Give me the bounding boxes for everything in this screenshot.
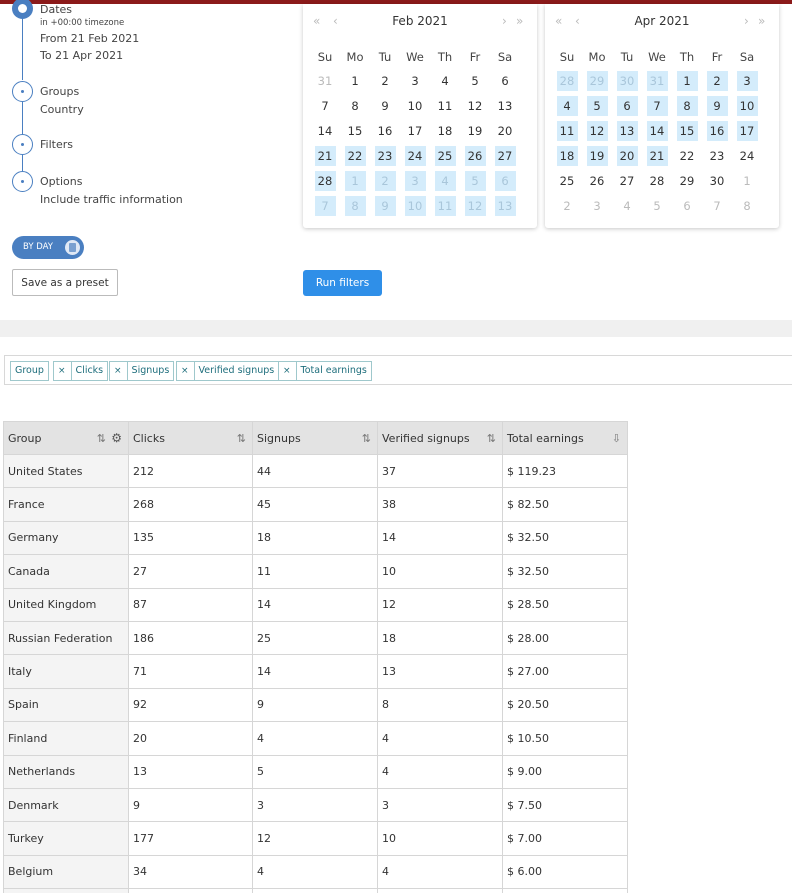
step-connector [22, 102, 23, 134]
table-row[interactable] [4, 755, 628, 788]
row-value-cell: 27 [129, 555, 253, 588]
calendar-day[interactable]: 16 [377, 124, 393, 138]
chip-verified-signups[interactable] [176, 361, 279, 381]
row-value-cell: 5 [253, 755, 378, 788]
calendar-day[interactable]: 2 [381, 74, 389, 88]
step-connector [22, 155, 23, 171]
calendar-end [545, 4, 779, 228]
calendar-day[interactable]: 21 [315, 146, 336, 166]
table-row[interactable] [4, 521, 628, 554]
weekday-label: Tu [378, 50, 392, 64]
row-group-cell: Russian Federation [4, 621, 129, 654]
chip-label: Signups [131, 365, 170, 376]
calendar-day[interactable]: 6 [683, 199, 691, 213]
remove-icon[interactable]: × [114, 366, 122, 376]
calendar-day[interactable]: 12 [587, 121, 608, 141]
table-row[interactable] [4, 889, 628, 893]
remove-icon[interactable]: × [181, 366, 189, 376]
header-total-earnings[interactable] [503, 422, 628, 455]
table-row[interactable] [4, 488, 628, 521]
prev-year-icon[interactable]: « [313, 14, 321, 28]
calendar-day[interactable]: 19 [467, 124, 483, 138]
sort-icon[interactable]: ⇅ [361, 432, 371, 445]
calendar-day[interactable]: 7 [713, 199, 721, 213]
weekday-label: Tu [620, 50, 634, 64]
row-value-cell: $ 7.50 [503, 788, 628, 821]
row-value-cell: 4 [253, 855, 378, 888]
calendar-day[interactable]: 4 [557, 96, 578, 116]
row-value-cell: $ 6.00 [503, 855, 628, 888]
weekday-label: Su [317, 50, 333, 64]
calendar-title: Feb 2021 [392, 14, 448, 28]
calendar-day[interactable]: 17 [407, 124, 423, 138]
row-value-cell: 13 [378, 655, 503, 688]
table-row[interactable] [4, 722, 628, 755]
row-value-cell: 87 [129, 588, 253, 621]
row-value-cell: $ 32.50 [503, 521, 628, 554]
calendar-day[interactable]: 3 [405, 171, 426, 191]
row-value-cell: $ 7.00 [503, 822, 628, 855]
option-value: Include traffic information [40, 193, 183, 206]
remove-icon[interactable]: × [58, 366, 66, 376]
calendar-day[interactable]: 23 [709, 149, 725, 163]
table-row[interactable] [4, 788, 628, 821]
calendar-day[interactable]: 12 [467, 99, 483, 113]
table-header-row [4, 422, 628, 455]
calendar-day[interactable]: 5 [471, 74, 479, 88]
step-options-title[interactable]: Options [40, 175, 83, 188]
calendar-day[interactable]: 3 [593, 199, 601, 213]
table-row[interactable] [4, 688, 628, 721]
step-filters-title[interactable]: Filters [40, 138, 73, 151]
row-value-cell: 71 [129, 655, 253, 688]
calendar-day[interactable]: 14 [317, 124, 333, 138]
calendar-day[interactable]: 28 [649, 174, 665, 188]
row-group-cell: Finland [4, 722, 129, 755]
row-value-cell: 14 [378, 521, 503, 554]
row-value-cell: 20 [129, 722, 253, 755]
calendar-day[interactable]: 5 [653, 199, 661, 213]
calendar-day[interactable]: 15 [347, 124, 363, 138]
row-group-cell: Canada [4, 555, 129, 588]
calendar-day[interactable]: 17 [737, 121, 758, 141]
toggle-knob-icon [65, 240, 80, 255]
timezone-note: in +00:00 timezone [40, 18, 125, 28]
calendar-day[interactable]: 21 [647, 146, 668, 166]
row-value-cell: 9 [129, 788, 253, 821]
weekday-label: Sa [497, 50, 513, 64]
sort-icon[interactable]: ⇅ [96, 432, 106, 445]
row-value-cell: 44 [253, 455, 378, 488]
row-group-cell: Spain [4, 688, 129, 721]
calendar-day[interactable]: 7 [647, 96, 668, 116]
sort-icon[interactable]: ⇅ [236, 432, 246, 445]
row-value-cell: $ 10.50 [503, 722, 628, 755]
row-value-cell [503, 889, 628, 893]
row-group-cell: Turkey [4, 822, 129, 855]
calendar-day[interactable]: 18 [557, 146, 578, 166]
header-label: Clicks [133, 431, 165, 445]
calendar-day[interactable]: 28 [315, 171, 336, 191]
row-value-cell: 186 [129, 621, 253, 654]
weekday-label: Th [437, 50, 453, 64]
calendar-day[interactable]: 27 [495, 146, 516, 166]
row-value-cell: $ 28.00 [503, 621, 628, 654]
calendar-day[interactable]: 8 [743, 199, 751, 213]
step-connector [22, 18, 23, 80]
row-group-cell: Belgium [4, 855, 129, 888]
weekday-label: Mo [588, 50, 606, 64]
row-value-cell: $ 20.50 [503, 688, 628, 721]
sort-icon[interactable]: ⇅ [486, 432, 496, 445]
step-options-indicator[interactable] [12, 171, 33, 192]
table-row[interactable] [4, 455, 628, 488]
row-group-cell: Netherlands [4, 755, 129, 788]
calendar-day[interactable]: 4 [435, 171, 456, 191]
prev-month-icon[interactable]: ‹ [575, 14, 580, 28]
calendar-day[interactable]: 5 [587, 96, 608, 116]
calendar-day[interactable]: 16 [707, 121, 728, 141]
calendar-day[interactable]: 24 [739, 149, 755, 163]
calendar-day[interactable]: 11 [435, 196, 456, 216]
calendar-day[interactable]: 26 [589, 174, 605, 188]
row-value-cell: 14 [253, 588, 378, 621]
table-row[interactable] [4, 621, 628, 654]
calendar-day[interactable]: 28 [557, 71, 578, 91]
calendar-day[interactable]: 1 [743, 174, 751, 188]
gear-icon[interactable]: ⚙ [111, 431, 122, 445]
row-value-cell: 4 [253, 722, 378, 755]
header-signups[interactable] [253, 422, 378, 455]
row-value-cell: 25 [253, 621, 378, 654]
row-group-cell [4, 889, 129, 893]
calendar-day[interactable]: 29 [679, 174, 695, 188]
row-group-cell: France [4, 488, 129, 521]
calendar-day[interactable]: 10 [407, 99, 423, 113]
calendar-day[interactable]: 7 [315, 196, 336, 216]
table-row[interactable] [4, 655, 628, 688]
calendar-day[interactable]: 4 [441, 74, 449, 88]
row-value-cell: 12 [253, 822, 378, 855]
chip-label: Clicks [75, 365, 104, 376]
row-value-cell: 10 [378, 822, 503, 855]
chip-signups[interactable] [109, 361, 174, 381]
calendar-day[interactable]: 5 [465, 171, 486, 191]
header-label: Signups [257, 431, 301, 445]
chip-label: Group [15, 365, 44, 376]
date-from: From 21 Feb 2021 [40, 32, 140, 45]
calendar-day[interactable]: 29 [587, 71, 608, 91]
row-value-cell: $ 27.00 [503, 655, 628, 688]
header-group[interactable] [4, 422, 129, 455]
calendar-day[interactable]: 25 [435, 146, 456, 166]
row-value-cell: 13 [129, 755, 253, 788]
calendar-day[interactable]: 13 [497, 99, 513, 113]
weekday-label: Fr [711, 50, 723, 64]
calendar-day[interactable]: 20 [497, 124, 513, 138]
results-table [3, 421, 628, 893]
row-value-cell: 4 [378, 722, 503, 755]
prev-year-icon[interactable]: « [555, 14, 563, 28]
row-value-cell: 3 [253, 788, 378, 821]
row-value-cell: 92 [129, 688, 253, 721]
calendar-day[interactable]: 10 [737, 96, 758, 116]
next-month-icon[interactable]: › [502, 14, 507, 28]
row-value-cell: 37 [378, 455, 503, 488]
calendar-day[interactable]: 31 [647, 71, 668, 91]
row-value-cell: $ 82.50 [503, 488, 628, 521]
calendar-day[interactable]: 18 [437, 124, 453, 138]
calendar-day[interactable]: 8 [677, 96, 698, 116]
sort-desc-icon[interactable]: ⇩ [611, 432, 621, 445]
row-value-cell [129, 889, 253, 893]
table-row[interactable] [4, 822, 628, 855]
chip-group[interactable] [10, 361, 49, 381]
header-label: Group [8, 431, 42, 445]
step-dates-title[interactable]: Dates [40, 3, 73, 16]
calendar-day[interactable]: 14 [647, 121, 668, 141]
calendar-day[interactable]: 23 [375, 146, 396, 166]
calendar-day[interactable]: 6 [501, 74, 509, 88]
calendar-day[interactable]: 30 [709, 174, 725, 188]
row-value-cell: 4 [378, 855, 503, 888]
calendar-day[interactable]: 15 [677, 121, 698, 141]
chip-clicks[interactable] [53, 361, 108, 381]
calendar-day[interactable]: 9 [375, 196, 396, 216]
calendar-title: Apr 2021 [634, 14, 690, 28]
calendar-day[interactable]: 2 [375, 171, 396, 191]
next-month-icon[interactable]: › [744, 14, 749, 28]
row-value-cell: 135 [129, 521, 253, 554]
step-groups-indicator[interactable] [12, 81, 33, 102]
step-filters-indicator[interactable] [12, 134, 33, 155]
remove-icon[interactable]: × [283, 366, 291, 376]
calendar-day[interactable]: 26 [465, 146, 486, 166]
by-day-toggle[interactable] [12, 236, 84, 259]
row-value-cell: 38 [378, 488, 503, 521]
row-value-cell [378, 889, 503, 893]
next-year-icon[interactable]: » [758, 14, 766, 28]
row-value-cell: 34 [129, 855, 253, 888]
row-group-cell: Germany [4, 521, 129, 554]
calendar-day[interactable]: 9 [381, 99, 389, 113]
row-group-cell: Italy [4, 655, 129, 688]
calendar-day[interactable]: 25 [559, 174, 575, 188]
table-row[interactable] [4, 555, 628, 588]
table-row[interactable] [4, 588, 628, 621]
calendar-day[interactable]: 3 [737, 71, 758, 91]
row-value-cell: $ 28.50 [503, 588, 628, 621]
header-label: Total earnings [507, 431, 584, 445]
row-value-cell: 212 [129, 455, 253, 488]
calendar-day[interactable]: 12 [465, 196, 486, 216]
step-dates-indicator[interactable] [12, 0, 33, 19]
header-label: Verified signups [382, 431, 470, 445]
row-value-cell: 8 [378, 688, 503, 721]
row-value-cell: 18 [378, 621, 503, 654]
row-group-cell: Denmark [4, 788, 129, 821]
calendar-day[interactable]: 31 [317, 74, 333, 88]
weekday-label: Sa [739, 50, 755, 64]
weekday-label: Mo [346, 50, 364, 64]
calendar-day[interactable]: 3 [411, 74, 419, 88]
calendar-start [303, 4, 537, 228]
calendar-day[interactable]: 11 [557, 121, 578, 141]
row-value-cell: 4 [378, 755, 503, 788]
row-value-cell [253, 889, 378, 893]
calendar-day[interactable]: 11 [437, 99, 453, 113]
calendar-day[interactable]: 20 [617, 146, 638, 166]
weekday-label: Su [559, 50, 575, 64]
calendar-day[interactable]: 30 [617, 71, 638, 91]
calendar-day[interactable]: 4 [623, 199, 631, 213]
calendar-day[interactable]: 6 [495, 171, 516, 191]
calendar-day[interactable]: 22 [679, 149, 695, 163]
row-value-cell: 14 [253, 655, 378, 688]
row-group-cell: United States [4, 455, 129, 488]
chip-total-earnings[interactable] [278, 361, 372, 381]
calendar-day[interactable]: 2 [563, 199, 571, 213]
calendar-day[interactable]: 8 [351, 99, 359, 113]
step-groups-title[interactable]: Groups [40, 85, 80, 98]
weekday-label: We [648, 50, 666, 64]
next-year-icon[interactable]: » [516, 14, 524, 28]
weekday-label: Fr [469, 50, 481, 64]
row-value-cell: 18 [253, 521, 378, 554]
calendar-day[interactable]: 24 [405, 146, 426, 166]
by-day-label: BY DAY [23, 242, 54, 252]
row-value-cell: 9 [253, 688, 378, 721]
row-value-cell: 11 [253, 555, 378, 588]
calendar-day[interactable]: 22 [345, 146, 366, 166]
calendar-day[interactable]: 9 [707, 96, 728, 116]
row-value-cell: 10 [378, 555, 503, 588]
calendar-day[interactable]: 2 [707, 71, 728, 91]
row-value-cell: $ 9.00 [503, 755, 628, 788]
prev-month-icon[interactable]: ‹ [333, 14, 338, 28]
calendar-day[interactable]: 1 [351, 74, 359, 88]
calendar-day[interactable]: 13 [495, 196, 516, 216]
row-value-cell: 45 [253, 488, 378, 521]
section-divider [0, 320, 792, 337]
calendar-day[interactable]: 27 [619, 174, 635, 188]
row-value-cell: $ 32.50 [503, 555, 628, 588]
calendar-day[interactable]: 7 [321, 99, 329, 113]
header-verified-signups[interactable] [378, 422, 503, 455]
row-value-cell: $ 119.23 [503, 455, 628, 488]
header-clicks[interactable] [129, 422, 253, 455]
table-row[interactable] [4, 855, 628, 888]
weekday-label: We [406, 50, 424, 64]
calendar-day[interactable]: 6 [617, 96, 638, 116]
row-value-cell: 3 [378, 788, 503, 821]
calendar-day[interactable]: 1 [345, 171, 366, 191]
calendar-day[interactable]: 8 [345, 196, 366, 216]
chip-label: Total earnings [300, 365, 367, 376]
save-preset-button[interactable]: Save as a preset [12, 269, 118, 296]
row-value-cell: 268 [129, 488, 253, 521]
row-value-cell: 177 [129, 822, 253, 855]
row-value-cell: 12 [378, 588, 503, 621]
group-value: Country [40, 103, 84, 116]
column-chips [4, 355, 792, 385]
date-to: To 21 Apr 2021 [40, 49, 124, 62]
calendar-day[interactable]: 13 [617, 121, 638, 141]
calendar-day[interactable]: 19 [587, 146, 608, 166]
calendar-day[interactable]: 10 [405, 196, 426, 216]
chip-label: Verified signups [198, 365, 275, 376]
row-group-cell: United Kingdom [4, 588, 129, 621]
calendar-day[interactable]: 1 [677, 71, 698, 91]
weekday-label: Th [679, 50, 695, 64]
run-filters-button[interactable]: Run filters [303, 270, 382, 296]
